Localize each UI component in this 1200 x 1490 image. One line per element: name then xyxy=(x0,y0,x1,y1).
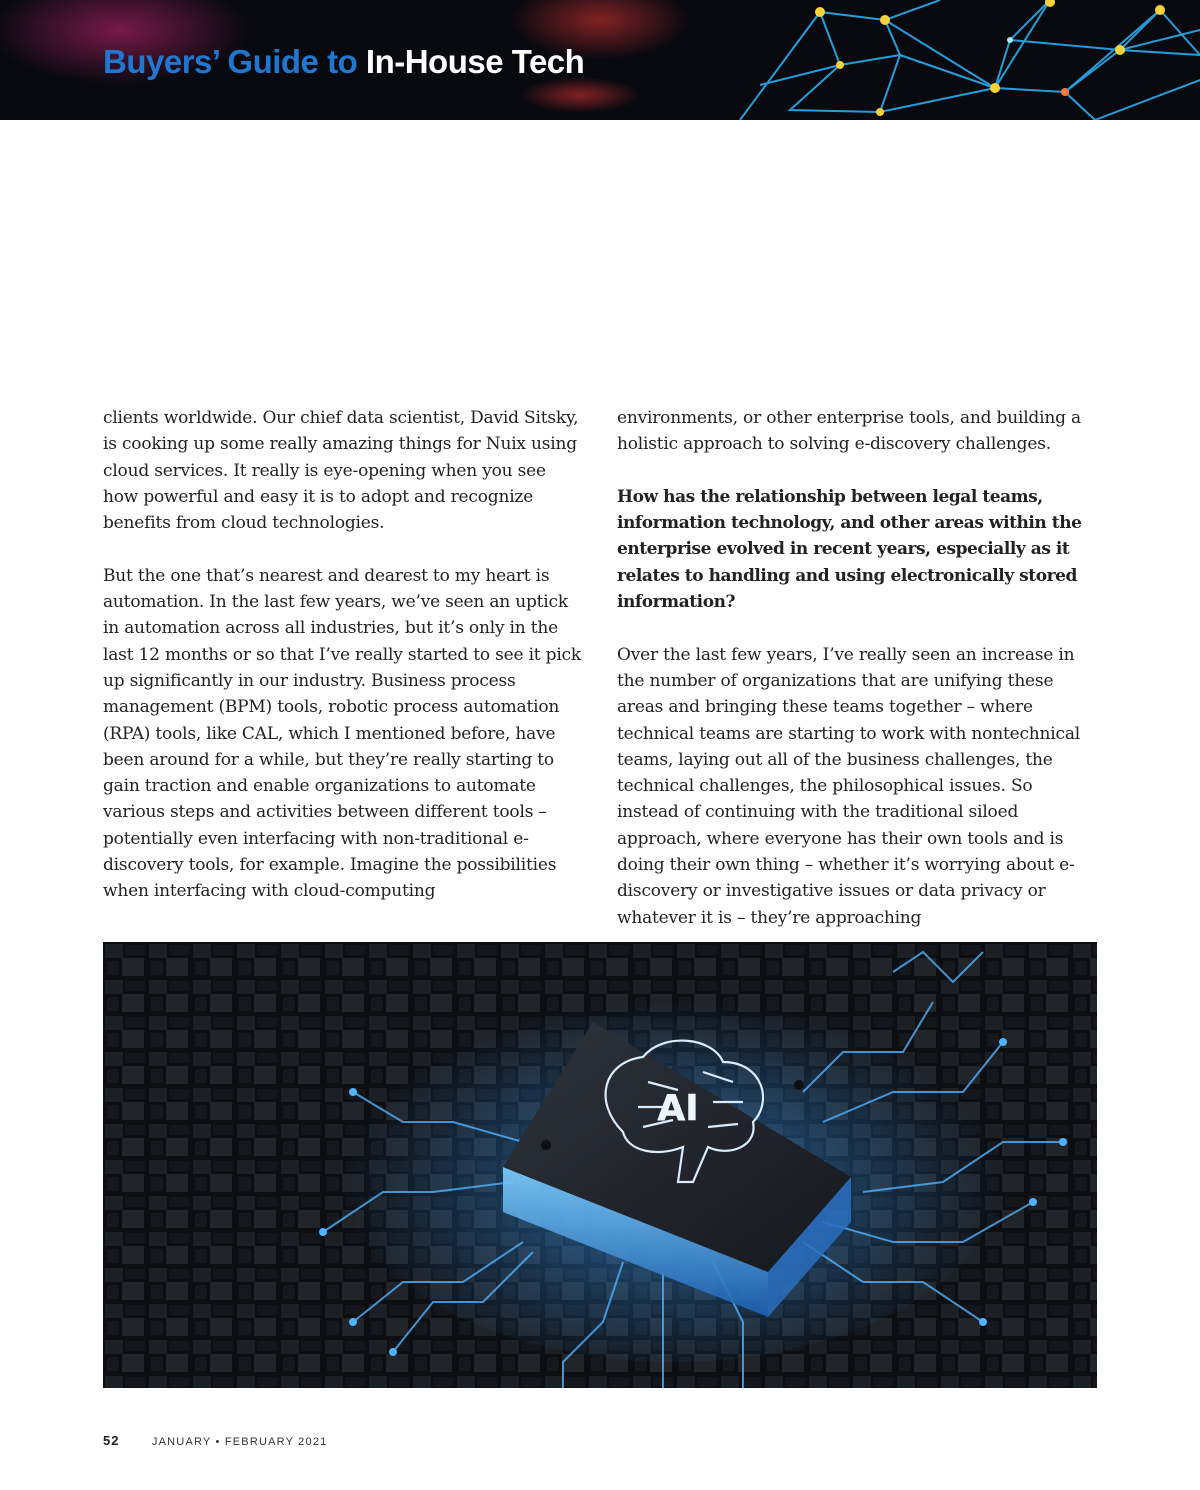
title-main: In-House Tech xyxy=(365,43,585,80)
interview-question: How has the relationship between legal teams, information technology, and other areas within the enterprise evolved in recent years, especially as it relates to handling and using electronically stored information? xyxy=(617,486,1082,613)
body-paragraph: But the one that’s nearest and dearest to my heart is automation. In the last few years, we’ve seen an uptick in automation across all industries, but it’s only in the last 12 months or so that I’ve really started to see it pick up significantly in our industry. Business process management (BPM) tools, robotic process automation (RPA) tools, like CAL, which I mentioned before, have been around for a while, but they’re really starting to gain traction and enable organizations to automate various steps and activities between different tools – potentially even interfacing with non-traditional e-discovery tools, for example. Imagine the possibilities when interfacing with cloud-computing xyxy=(103,565,581,902)
left-column xyxy=(103,405,583,931)
body-paragraph: environments, or other enterprise tools, and building a holistic approach to solving e-discovery challenges. xyxy=(617,408,1081,455)
page-number: 52 xyxy=(103,1433,120,1448)
chip-label: AI xyxy=(657,1088,699,1129)
ai-chip-illustration xyxy=(103,942,1097,1388)
title-prefix: Buyers’ Guide to xyxy=(103,43,358,80)
issue-date: JANUARY • FEBRUARY 2021 xyxy=(151,1436,328,1448)
right-column xyxy=(617,405,1097,957)
page-title xyxy=(103,42,584,82)
body-paragraph: clients worldwide. Our chief data scientist, David Sitsky, is cooking up some really amazing things for Nuix using cloud services. It really is eye-opening when you see how powerful and easy it is to adopt and recognize benefits from cloud technologies. xyxy=(103,408,579,534)
page-footer xyxy=(103,1432,327,1450)
body-paragraph: Over the last few years, I’ve really seen an increase in the number of organizations that are unifying these areas and bringing these teams together – where technical teams are starting to work with nontechnical teams, laying out all of the business challenges, the technical challenges, the philosophical issues. So instead of continuing with the traditional siloed approach, where everyone has their own tools and is doing their own thing – whether it’s worrying about e-discovery or investigative issues or data privacy or whatever it is – they’re approaching xyxy=(617,644,1081,928)
header-banner xyxy=(0,0,1200,120)
